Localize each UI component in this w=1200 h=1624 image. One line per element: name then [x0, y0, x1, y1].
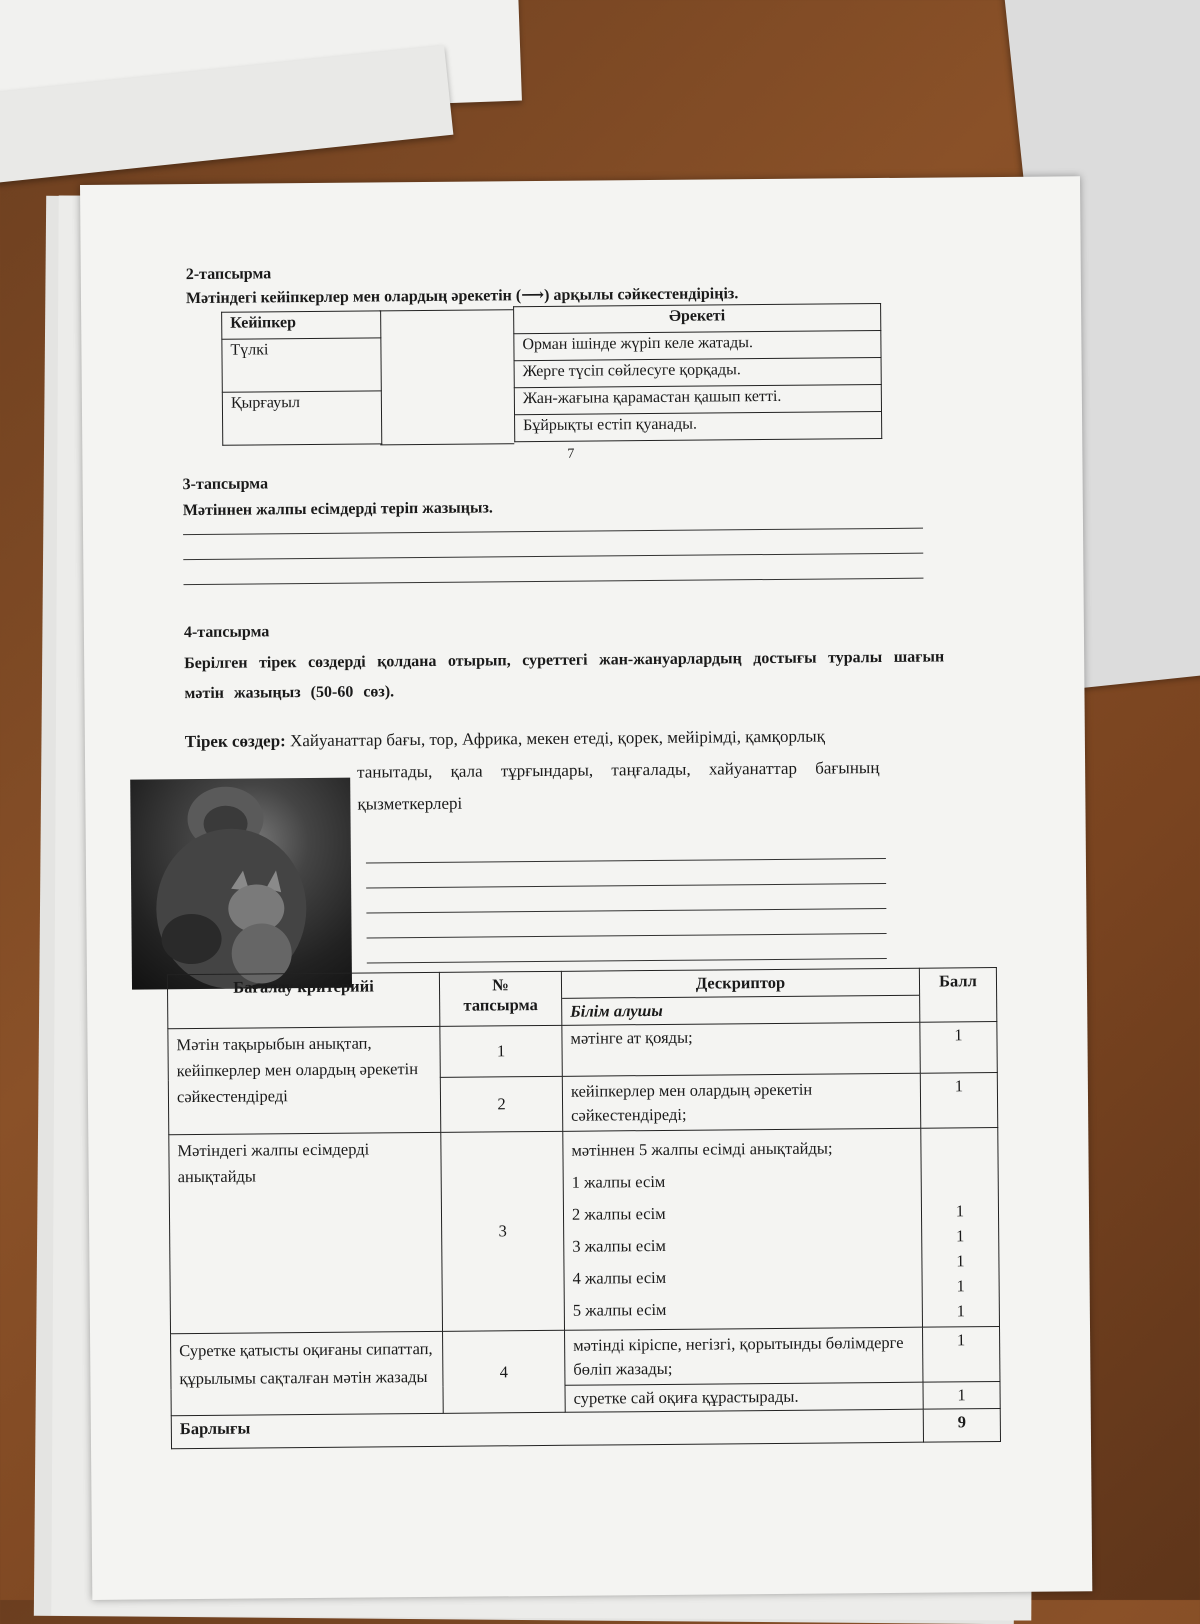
characters-header: Кейіпкер: [222, 311, 381, 339]
criterion-cell: Мәтін тақырыбын анықтап, кейіпкерлер мен олардың әрекетін сәйкестендіреді: [168, 1026, 441, 1134]
task-number-cell: 3: [441, 1131, 565, 1331]
points-value: 1: [955, 1201, 965, 1221]
answer-line: [366, 883, 886, 889]
actions-header: Әрекеті: [514, 304, 881, 334]
criterion-cell: Суретке қатысты оқиғаны сипаттап, құрылымы сақталған мәтін жазады: [171, 1331, 444, 1415]
answer-line: [366, 858, 886, 864]
action-cell: Жерге түсіп сөйлесуге қорқады.: [514, 358, 881, 388]
points-cell: 1: [922, 1327, 999, 1383]
criterion-header: Бағалау критерийі: [167, 972, 439, 1028]
points-cell: 1: [920, 1073, 997, 1129]
characters-table: [221, 310, 382, 445]
descriptor-line: мәтіннен 5 жалпы есімді анықтайды;: [571, 1138, 833, 1160]
descriptor-line: 4 жалпы есім: [572, 1267, 667, 1288]
task2-instruction: Мәтіндегі кейіпкерлер мен олардың әрекетін (⟶) арқылы сәйкестендіріңіз.: [185, 285, 739, 308]
number-header-word: тапсырма: [463, 995, 538, 1015]
task-number-cell: 2: [440, 1076, 562, 1132]
answer-line: [366, 908, 886, 914]
task-number-cell: 1: [440, 1025, 562, 1077]
total-label: Барлығы: [171, 1409, 923, 1449]
answer-line: [367, 933, 887, 939]
character-cell: Қырғауыл: [222, 391, 381, 445]
points-cell: 1: [920, 1022, 997, 1074]
criterion-cell: Мәтіндегі жалпы есімдерді анықтайды: [169, 1132, 443, 1333]
descriptor-header: [561, 968, 919, 1025]
points-value: 1: [956, 1251, 965, 1271]
points-cell: 1: [923, 1382, 1000, 1410]
number-header: [439, 971, 561, 1026]
descriptor-header-title: Дескриптор: [562, 969, 919, 999]
action-cell: Жан-жағына қарамастан қашып кетті.: [514, 385, 881, 415]
task3-instruction: Мәтіннен жалпы есімдерді теріп жазыңыз.: [182, 499, 493, 520]
monkey-and-cat-photo: [130, 778, 352, 990]
support-words-cont: қызметкерлері: [357, 793, 463, 814]
points-value: 1: [956, 1301, 966, 1321]
page-number: 7: [567, 446, 575, 462]
action-cell: Бұйрықты естіп қуанады.: [515, 412, 882, 442]
descriptor-cell: мәтінді кіріспе, негізгі, қорытынды бөлімдерге бөліп жазады;: [565, 1327, 923, 1385]
support-words-line: [185, 725, 945, 752]
worksheet-page: [80, 176, 1092, 1600]
descriptor-cell: [563, 1128, 923, 1330]
descriptor-line: 5 жалпы есім: [572, 1299, 667, 1320]
task4-title: 4-тапсырма: [183, 623, 270, 642]
descriptor-cell: мәтінге ат қояды;: [562, 1022, 920, 1076]
answer-line: [183, 528, 923, 535]
support-words-label: Тірек сөздер:: [184, 731, 286, 752]
task-number-cell: 4: [443, 1330, 566, 1413]
answer-line: [367, 958, 887, 964]
points-value: 1: [955, 1226, 965, 1246]
descriptor-header-sub: Білім алушы: [570, 1000, 663, 1021]
matching-gap: [379, 309, 514, 445]
descriptor-cell: суретке сай оқиға құрастырады.: [565, 1382, 923, 1412]
answer-line: [183, 578, 923, 585]
task3-title: 3-тапсырма: [182, 475, 269, 494]
points-cell: [921, 1128, 1000, 1328]
support-words: Хайуанаттар бағы, тор, Африка, мекен етеді, қорек, мейірімді, қамқорлық: [289, 726, 826, 751]
task2-title: 2-тапсырма: [185, 265, 272, 284]
total-points: 9: [923, 1409, 1000, 1443]
number-header-sign: №: [492, 975, 509, 995]
evaluation-table: [167, 967, 1001, 1449]
descriptor-line: 3 жалпы есім: [572, 1235, 666, 1256]
task4-instruction: Берілген тірек сөздерді қолдана отырып, суреттегі жан-жануарлардың достығы туралы шағын мәтін жазыңыз (50-60 сөз).: [184, 648, 945, 703]
action-cell: Орман ішінде жүріп келе жатады.: [514, 331, 881, 361]
descriptor-line: 1 жалпы есім: [571, 1171, 666, 1192]
character-cell: Түлкі: [222, 338, 381, 392]
points-value: 1: [956, 1276, 965, 1296]
actions-table: [513, 303, 882, 442]
support-words-cont: танытады, қала тұрғындары, таңғалады, хайуанаттар бағының: [357, 758, 880, 782]
descriptor-cell: кейіпкерлер мен олардың әрекетін сәйкестендіреді;: [562, 1073, 920, 1131]
descriptor-line: 2 жалпы есім: [571, 1203, 666, 1224]
answer-line: [183, 553, 923, 560]
points-header: Балл: [919, 968, 996, 1023]
